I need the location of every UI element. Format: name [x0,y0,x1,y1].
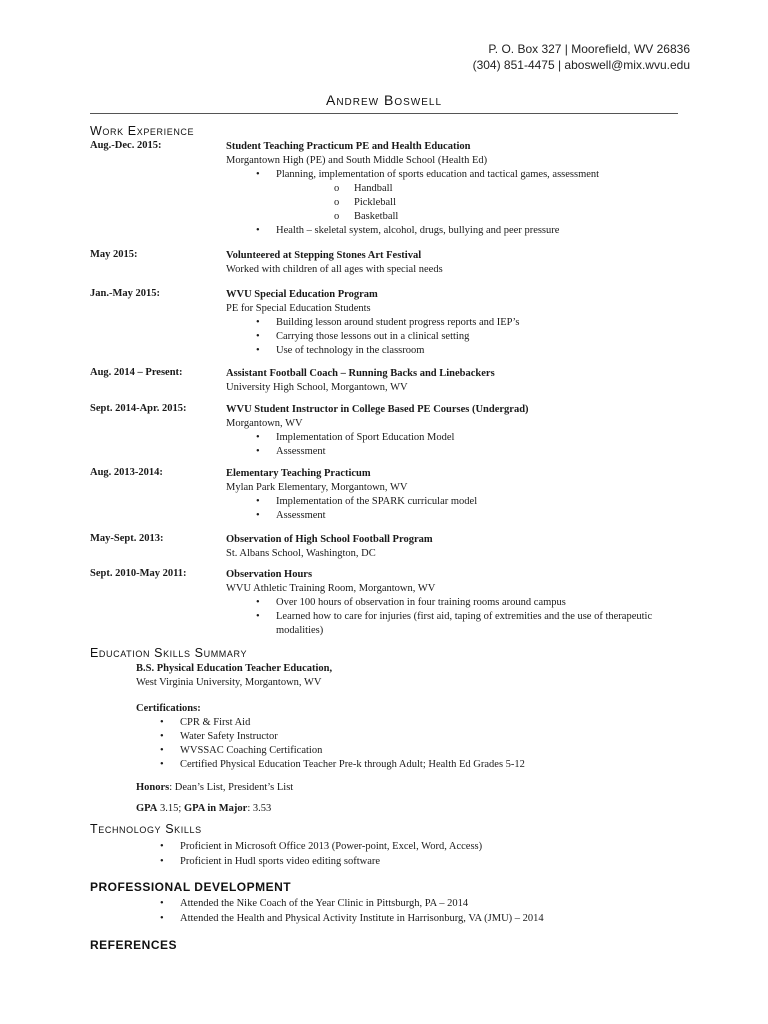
bullet-item: • Assessment [226,445,676,459]
honors-label: Honors [136,782,170,793]
bullet-item: • Assessment [226,509,676,523]
bullet-item: • Learned how to care for injuries (first aid, taping of extremities and the use of therapeutic modalities) [226,610,676,638]
certification-item: • Certified Physical Education Teacher Pre-k through Adult; Health Ed Grades 5-12 [136,758,676,772]
work-date: May 2015: [90,249,138,260]
work-entry [226,467,676,523]
section-heading-professional: PROFESSIONAL DEVELOPMENT [90,880,292,894]
section-heading-references: REFERENCES [90,938,178,952]
work-bullets [226,596,676,638]
bullet-item: • Carrying those lessons out in a clinical setting [226,330,676,344]
education-block [136,662,676,816]
work-title: WVU Special Education Program [226,289,378,300]
work-title: Elementary Teaching Practicum [226,468,371,479]
work-entry [226,403,676,459]
work-subtitle: St. Albans School, Washington, DC [226,548,376,559]
section-heading-work: Work Experience [90,124,195,138]
contact-phone-email: (304) 851-4475 | aboswell@mix.wvu.edu [472,58,690,72]
work-title: WVU Student Instructor in College Based PE Courses (Undergrad) [226,404,529,415]
work-bullets [226,316,676,358]
professional-item: • Attended the Health and Physical Activity Institute in Harrisonburg, VA (JMU) – 2014 [180,912,680,927]
certification-item: • Water Safety Instructor [136,730,676,744]
work-date: Aug.-Dec. 2015: [90,140,162,151]
bullet-item: • Planning, implementation of sports education and tactical games, assessment [226,168,676,182]
bullet-item: • Implementation of the SPARK curricular model [226,495,676,509]
work-title: Observation of High School Football Program [226,534,433,545]
gpa-value: 3.15; [157,803,184,814]
work-subtitle: Mylan Park Elementary, Morgantown, WV [226,482,408,493]
work-bullets [226,168,676,238]
honors-value: : Dean’s List, President’s List [169,782,294,793]
header-divider [90,113,678,114]
work-entry [226,367,676,395]
sub-bullet-item: o Basketball [226,210,676,224]
work-entry [226,533,676,561]
gpa-label: GPA [136,803,158,814]
work-bullets [226,495,676,523]
work-title: Assistant Football Coach – Running Backs and Linebackers [226,368,495,379]
work-entry [226,568,676,638]
bullet-item: • Use of technology in the classroom [226,344,676,358]
work-title: Volunteered at Stepping Stones Art Festival [226,250,422,261]
contact-address: P. O. Box 327 | Moorefield, WV 26836 [488,42,690,56]
bullet-item: • Building lesson around student progress reports and IEP’s [226,316,676,330]
work-entry [226,249,676,277]
work-subtitle: WVU Athletic Training Room, Morgantown, WV [226,583,436,594]
certifications-list [136,716,676,772]
work-subtitle: Morgantown High (PE) and South Middle School (Health Ed) [226,155,488,166]
section-heading-technology: Technology Skills [90,822,202,836]
professional-item: • Attended the Nike Coach of the Year Clinic in Pittsburgh, PA – 2014 [180,897,680,912]
degree: B.S. Physical Education Teacher Education, [136,663,333,674]
work-subtitle: PE for Special Education Students [226,303,371,314]
work-title: Student Teaching Practicum PE and Health Education [226,141,471,152]
work-entry [226,140,676,238]
honors-line [136,781,676,795]
bullet-item: • Health – skeletal system, alcohol, drugs, bullying and peer pressure [226,224,676,238]
section-heading-education: Education Skills Summary [90,646,248,660]
technology-item: • Proficient in Hudl sports video editing software [180,855,680,870]
certification-item: • CPR & First Aid [136,716,676,730]
work-entry [226,288,676,358]
bullet-item: • Over 100 hours of observation in four training rooms around campus [226,596,676,610]
work-date: Aug. 2013-2014: [90,467,163,478]
work-date: Jan.-May 2015: [90,288,160,299]
gpa-major-label: GPA in Major [183,803,248,814]
technology-list [180,840,680,869]
certification-item: • WVSSAC Coaching Certification [136,744,676,758]
gpa-line [136,802,676,816]
work-subtitle: Worked with children of all ages with special needs [226,264,443,275]
professional-list [180,897,680,926]
work-date: Sept. 2014-Apr. 2015: [90,403,187,414]
work-bullets [226,431,676,459]
certifications-label: Certifications: [136,703,201,714]
work-date: Sept. 2010-May 2011: [90,568,187,579]
bullet-item: • Implementation of Sport Education Model [226,431,676,445]
work-title: Observation Hours [226,569,313,580]
work-date: Aug. 2014 – Present: [90,367,183,378]
sub-bullet-item: o Pickleball [226,196,676,210]
sub-bullet-item: o Handball [226,182,676,196]
work-subtitle: Morgantown, WV [226,418,303,429]
gpa-major-value: : 3.53 [247,803,272,814]
resume-name: Andrew Boswell [325,92,443,108]
technology-item: • Proficient in Microsoft Office 2013 (Power-point, Excel, Word, Access) [180,840,680,855]
school: West Virginia University, Morgantown, WV [136,677,322,688]
work-subtitle: University High School, Morgantown, WV [226,382,408,393]
work-date: May-Sept. 2013: [90,533,164,544]
